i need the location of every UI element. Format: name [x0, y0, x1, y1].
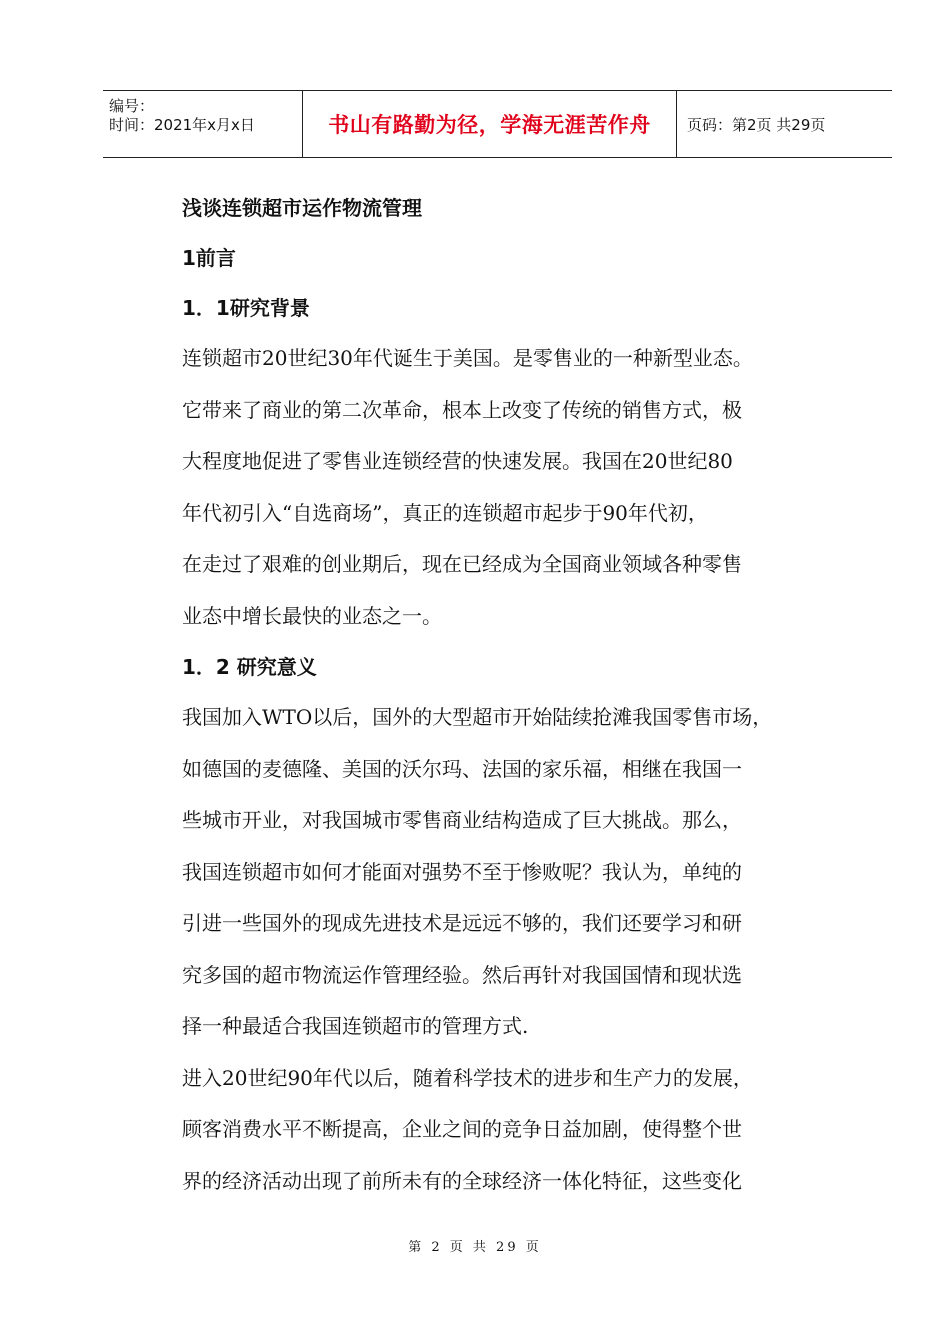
document-number-label: 编号： — [109, 97, 155, 115]
header-meta — [103, 91, 303, 157]
paragraph-line: 究多国的超市物流运作管理经验。然后再针对我国国情和现状选 — [182, 962, 742, 987]
paragraph-line: 我国连锁超市如何才能面对强势不至于惨败呢？我认为，单纯的 — [182, 859, 742, 884]
page-header — [103, 90, 892, 158]
section-heading-1: 1前言 — [182, 246, 236, 270]
paragraph-line: 在走过了艰难的创业期后，现在已经成为全国商业领域各种零售 — [182, 552, 742, 576]
paragraph-line: 我国加入WTO以后，国外的大型超市开始陆续抢滩我国零售市场， — [182, 705, 773, 729]
paragraph-line: 界的经济活动出现了前所未有的全球经济一体化特征，这些变化 — [182, 1168, 742, 1193]
paragraph-economy — [182, 1058, 842, 1213]
header-motto-cell — [303, 91, 677, 157]
page-footer: 第 2 页 共 29 页 — [408, 1240, 542, 1255]
paragraph-line: 顾客消费水平不断提高，企业之间的竞争日益加剧，使得整个世 — [182, 1117, 742, 1141]
paragraph-line: 如德国的麦德隆、美国的沃尔玛、法国的家乐福，相继在我国一 — [182, 756, 742, 781]
header-page-info: 页码：第2页 共29页 — [687, 115, 826, 134]
document-body — [182, 188, 842, 1212]
paragraph-background — [182, 338, 842, 647]
paragraph-line: 些城市开业，对我国城市零售商业结构造成了巨大挑战。那么， — [182, 808, 742, 832]
paragraph-line: 年代初引入“自选商场”，真正的连锁超市起步于90年代初， — [182, 500, 708, 525]
document-title: 浅谈连锁超市运作物流管理 — [182, 196, 422, 220]
header-motto: 书山有路勤为径，学海无涯苦作舟 — [328, 113, 651, 137]
paragraph-significance — [182, 697, 842, 1058]
paragraph-line: 引进一些国外的现成先进技术是远远不够的，我们还要学习和研 — [182, 911, 742, 935]
paragraph-line: 择一种最适合我国连锁超市的管理方式. — [182, 1014, 529, 1038]
paragraph-line: 大程度地促进了零售业连锁经营的快速发展。我国在20世纪80 — [182, 449, 733, 473]
section-heading-1-1: 1．1研究背景 — [182, 296, 310, 320]
paragraph-line: 它带来了商业的第二次革命，根本上改变了传统的销售方式，极 — [182, 397, 742, 422]
section-heading-1-2: 1．2 研究意义 — [182, 655, 317, 679]
document-date: 时间：2021年x月x日 — [109, 116, 255, 134]
paragraph-line: 进入20世纪90年代以后，随着科学技术的进步和生产力的发展， — [182, 1065, 753, 1090]
header-page-info-cell — [677, 91, 892, 157]
paragraph-line: 连锁超市20世纪30年代诞生于美国。是零售业的一种新型业态。 — [182, 346, 753, 370]
paragraph-line: 业态中增长最快的业态之一。 — [182, 603, 442, 628]
